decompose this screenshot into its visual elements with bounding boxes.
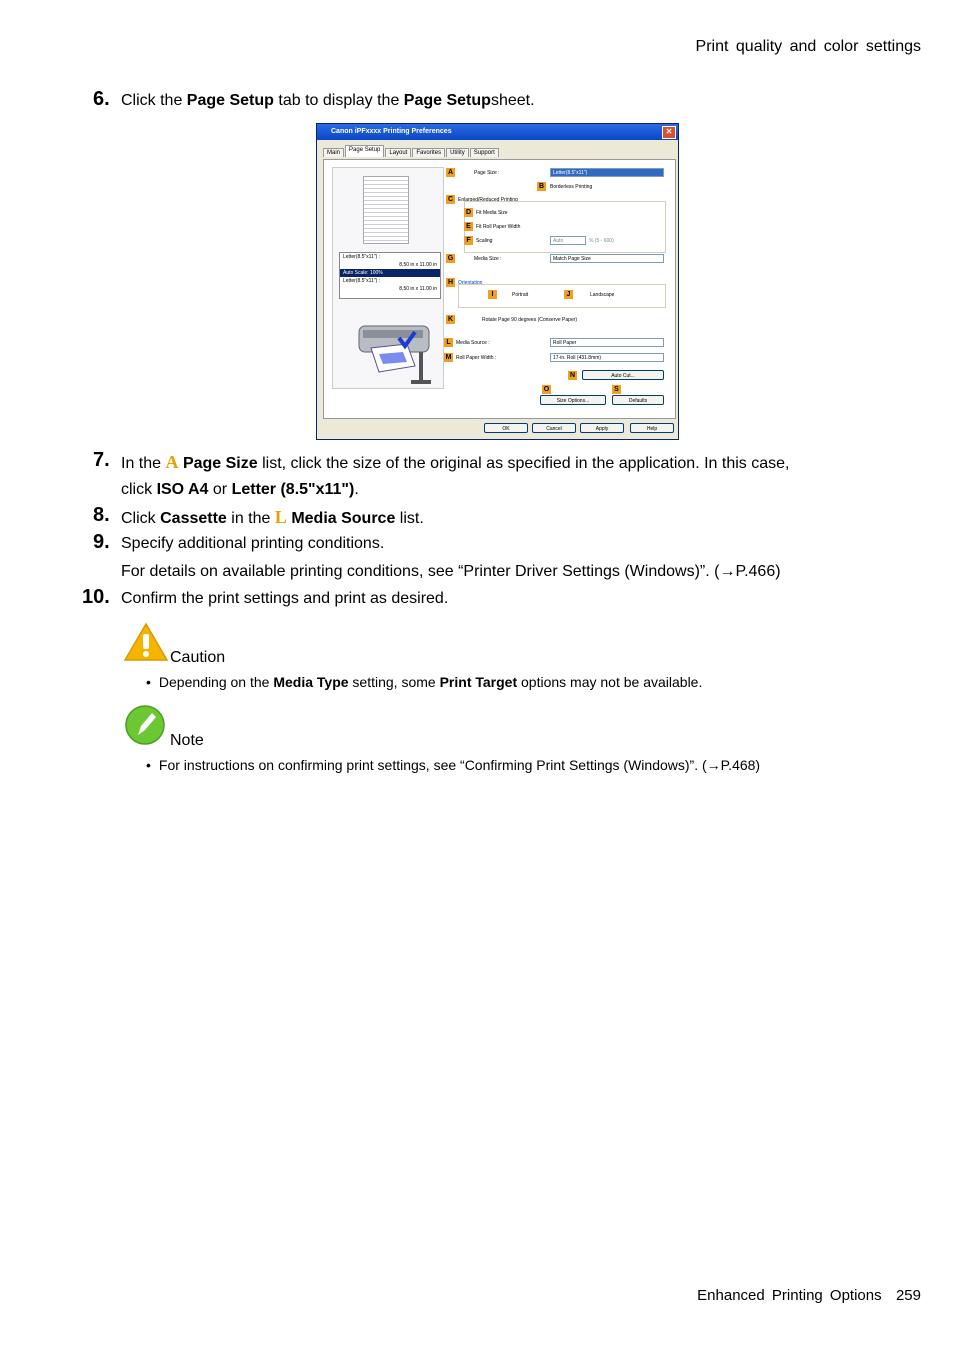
roll-width-dropdown[interactable]: 17-in. Roll (431.8mm) bbox=[550, 353, 664, 362]
scaling-input[interactable]: Auto bbox=[550, 236, 586, 245]
size-summary: Letter(8.5"x11") : 8.50 in x 11.00 in Auto Scale: 100% Letter(8.5"x11") : 8.50 in x 11.00 in bbox=[339, 252, 441, 299]
borderless-checkbox[interactable]: Borderless Printing bbox=[550, 184, 593, 190]
marker-d: D bbox=[465, 209, 472, 216]
media-source-label: Media Source : bbox=[456, 340, 490, 346]
printer-illustration bbox=[349, 318, 439, 388]
caution-icon bbox=[123, 622, 169, 662]
page-preview bbox=[363, 176, 409, 244]
portrait-radio[interactable]: Portrait bbox=[512, 292, 529, 298]
marker-s: S bbox=[612, 385, 621, 394]
preview-panel bbox=[332, 167, 444, 389]
ok-button[interactable]: OK bbox=[484, 423, 528, 433]
step-number: 10. bbox=[82, 586, 110, 608]
auto-cut-button[interactable]: Auto Cut... bbox=[582, 370, 664, 380]
caution-title: Caution bbox=[170, 649, 226, 666]
marker-a: A bbox=[447, 169, 454, 176]
fit-media-radio[interactable]: Fit Media Size bbox=[476, 210, 508, 216]
tab-support[interactable]: Support bbox=[470, 148, 499, 157]
marker-g: G bbox=[447, 255, 454, 262]
marker-e: E bbox=[464, 222, 473, 231]
scaling-range: % (5 - 600) bbox=[589, 238, 614, 244]
roll-width-label: Roll Paper Width : bbox=[456, 355, 497, 361]
step-number: 7. bbox=[93, 449, 110, 471]
page-size-label: Page Size : bbox=[474, 170, 500, 176]
dialog-tabs bbox=[323, 148, 499, 157]
tab-favorites[interactable]: Favorites bbox=[412, 148, 445, 157]
marker-o: O bbox=[543, 386, 550, 393]
tab-main[interactable]: Main bbox=[323, 148, 344, 157]
scaling-radio[interactable]: Scaling bbox=[476, 238, 493, 244]
marker-c: C bbox=[447, 196, 454, 203]
marker-n: N bbox=[569, 372, 576, 379]
tab-utility[interactable]: Utility bbox=[446, 148, 469, 157]
step-number: 6. bbox=[93, 88, 110, 110]
cancel-button[interactable]: Cancel bbox=[532, 423, 576, 433]
help-button[interactable]: Help bbox=[630, 423, 674, 433]
landscape-radio[interactable]: Landscape bbox=[590, 292, 615, 298]
step-number: 9. bbox=[93, 531, 110, 553]
tab-layout[interactable]: Layout bbox=[385, 148, 411, 157]
running-footer bbox=[697, 1287, 921, 1304]
running-header: Print quality and color settings bbox=[695, 38, 921, 55]
apply-button[interactable]: Apply bbox=[580, 423, 624, 433]
size-options-button[interactable]: Size Options... bbox=[540, 395, 606, 405]
marker-f: F bbox=[464, 236, 473, 245]
tab-page-setup[interactable]: Page Setup bbox=[345, 145, 384, 157]
fit-roll-radio[interactable]: Fit Roll Paper Width bbox=[476, 224, 521, 230]
marker-l: L bbox=[444, 338, 453, 347]
page-size-dropdown[interactable]: Letter(8.5"x11") bbox=[550, 168, 664, 177]
orientation-label: Orientation bbox=[458, 280, 483, 286]
media-size-dropdown[interactable]: Match Page Size bbox=[550, 254, 664, 263]
media-source-dropdown[interactable]: Roll Paper bbox=[550, 338, 664, 347]
media-size-label: Media Size : bbox=[474, 256, 502, 262]
marker-h: H bbox=[447, 279, 454, 286]
printing-preferences-dialog bbox=[316, 123, 679, 440]
enlarged-checkbox[interactable]: Enlarged/Reduced Printing bbox=[458, 197, 518, 203]
page-setup-pane bbox=[323, 159, 676, 419]
caution-item: • Depending on the Media Type setting, some Print Target options may not be available. bbox=[146, 674, 703, 690]
step-number: 8. bbox=[93, 504, 110, 526]
close-icon[interactable]: ✕ bbox=[662, 126, 676, 139]
page-number: 259 bbox=[895, 1287, 921, 1304]
step-text: Click the Page Setup tab to display the Page Setupsheet. bbox=[121, 92, 535, 109]
marker-j: J bbox=[564, 290, 573, 299]
step-text: Specify additional printing conditions. bbox=[121, 535, 385, 552]
pencil-icon bbox=[125, 704, 165, 746]
step-text: Confirm the print settings and print as desired. bbox=[121, 590, 449, 607]
auto-scale-row: Auto Scale: 100% bbox=[340, 269, 440, 277]
dialog-title-bar: Canon iPFxxxx Printing Preferences ✕ bbox=[317, 124, 678, 140]
note-title: Note bbox=[170, 732, 204, 749]
step-text-cont: For details on available printing conditions, see “Printer Driver Settings (Windows)”. (→P.466) bbox=[121, 563, 781, 580]
footer-section: Enhanced Printing Options bbox=[697, 1287, 882, 1304]
marker-b: B bbox=[538, 183, 545, 190]
note-item: • For instructions on confirming print settings, see “Confirming Print Settings (Windows)”. (→P.468) bbox=[146, 757, 761, 773]
marker-k: K bbox=[447, 316, 454, 323]
defaults-button[interactable]: Defaults bbox=[612, 395, 664, 405]
step-text: Click Cassette in the L Media Source list. bbox=[121, 507, 424, 527]
marker-m: M bbox=[445, 354, 452, 361]
rotate-checkbox[interactable]: Rotate Page 90 degrees (Conserve Paper) bbox=[482, 317, 578, 323]
step-text: In the A Page Size list, click the size of the original as specified in the application. In this case, bbox=[121, 452, 790, 472]
marker-i: I bbox=[488, 290, 497, 299]
step-text-cont: click ISO A4 or Letter (8.5"x11"). bbox=[121, 481, 359, 498]
